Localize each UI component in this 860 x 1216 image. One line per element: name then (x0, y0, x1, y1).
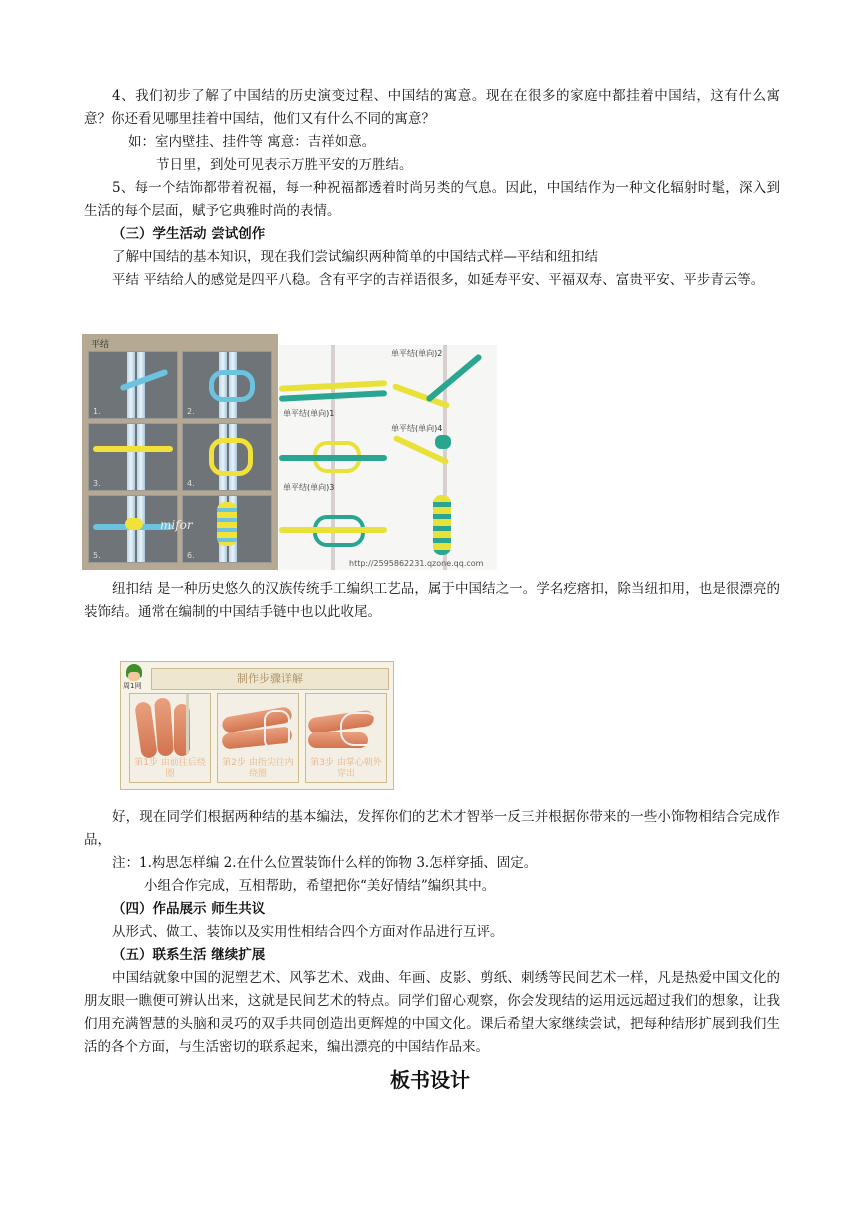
step-3-photo: 第3步 由掌心朝外穿出 (305, 693, 387, 783)
example-line-2: 节日里，到处可见表示万胜平安的万胜结。 (156, 157, 413, 173)
group-line: 小组合作完成，互相帮助，希望把你“美好情结”编织其中。 (144, 878, 496, 894)
step-panel-2: 2. (182, 351, 272, 419)
watermark: mifor (160, 518, 193, 532)
evaluation-line: 从形式、做工、装饰以及实用性相结合四个方面对作品进行互评。 (112, 924, 504, 940)
step-panel-5: 5. (88, 495, 178, 563)
closing-paragraph: 中国结就象中国的泥塑艺术、风筝艺术、戏曲、年画、皮影、剪纸、刺绣等民间艺术一样，凡是热爱中国文化的朋友眼一瞧便可辨认出来，这就是民间艺术的特点。同学们留心观察，你会发现结的运用远远超过我们的想象，让我们用充满智慧的头脑和灵巧的双手共同创造出更辉煌的中国文化。课后希望大家继续尝试，把每种结形扩展到我们生活的各个方面，与生活密切的联系起来，编出漂亮的中国结作品来。 (84, 970, 780, 1055)
step-panel-4: 4. (182, 423, 272, 491)
board-design-title: 板书设计 (390, 1068, 470, 1092)
flat-knot-steps-image (82, 334, 278, 570)
pingjie-paragraph: 平结 平结给人的感觉是四平八稳。含有平字的吉祥语很多，如延寿平安、平福双寿、富贵平安、平步青云等。 (112, 272, 765, 288)
section-3-heading: （三）学生活动 尝试创作 (112, 226, 266, 242)
step-1-photo: 第1步 由前往后绕圈 (129, 693, 211, 783)
button-knot-steps-image (120, 661, 394, 790)
example-line-1: 如：室内壁挂、挂件等 寓意：吉祥如意。 (128, 134, 376, 150)
paragraph-5: 5、每一个结饰都带着祝福，每一种祝福都透着时尚另类的气息。因此，中国结作为一种文化辐射时髦，深入到生活的每个层面，赋予它典雅时尚的表情。 (84, 180, 780, 219)
step-2-photo: 第2步 由指尖往内绕圈 (217, 693, 299, 783)
figure-title: 平结 (91, 340, 110, 350)
step-panel-1: 1. (88, 351, 178, 419)
image-url-watermark: http://2595862231.qzone.qq.com (349, 559, 484, 568)
paragraph-4: 4、我们初步了解了中国结的历史演变过程、中国结的寓意。现在在很多的家庭中都挂着中国结，这有什么寓意？你还看见哪里挂着中国结，他们又有什么不同的寓意？ (84, 88, 780, 127)
section-5-heading: （五）联系生活 继续扩展 (112, 947, 266, 963)
step-panel-6: 6. (182, 495, 272, 563)
section-4-heading: （四）作品展示 师生共议 (112, 901, 266, 917)
logo-icon: 周1网 (123, 664, 145, 690)
niukou-paragraph: 纽扣结 是一种历史悠久的汉族传统手工编织工艺品，属于中国结之一。学名疙瘩扣，除当纽扣用，也是很漂亮的装饰结。通常在编制的中国结手链中也以此收尾。 (84, 581, 780, 620)
note-line: 注：1.构思怎样编 2.在什么位置装饰什么样的饰物 3.怎样穿插、固定。 (112, 855, 538, 871)
activity-paragraph: 好，现在同学们根据两种结的基本编法，发挥你们的艺术才智举一反三并根据你带来的一些小饰物相结合完成作品， (84, 809, 780, 848)
single-flat-knot-image: 单平结(单向)1 单平结(单向)2 单平结(单向)3 单平结(单向)4 http://2595862231.qzone.qq.com (279, 345, 497, 570)
intro-paragraph: 了解中国结的基本知识，现在我们尝试编织两种简单的中国结式样—平结和纽扣结 (112, 249, 598, 265)
steps-title: 制作步骤详解 (151, 668, 389, 690)
step-panel-3: 3. (88, 423, 178, 491)
